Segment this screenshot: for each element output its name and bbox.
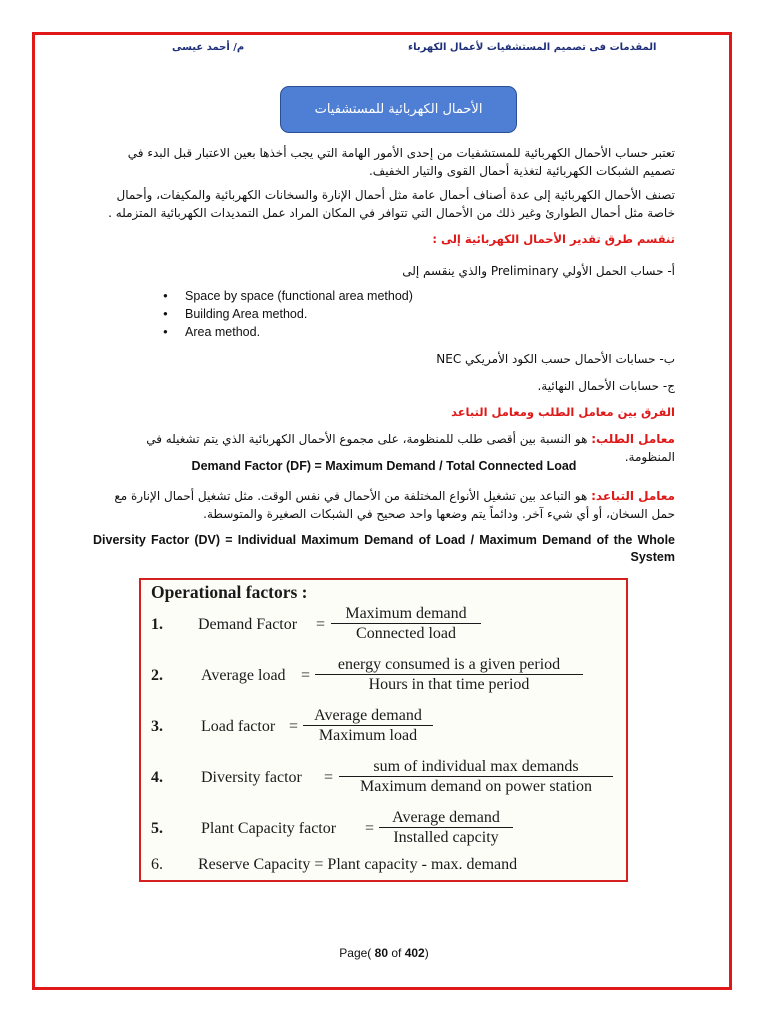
numerator: energy consumed is a given period <box>315 655 583 675</box>
fraction <box>331 604 481 643</box>
denominator: Installed capcity <box>393 829 499 846</box>
numerator: Average demand <box>379 808 513 828</box>
demand-factor-equation: Demand Factor (DF) = Maximum Demand / Total Connected Load <box>191 459 577 473</box>
factor-name: Reserve Capacity = Plant capacity - max. demand <box>198 856 518 873</box>
classification-paragraph: تصنف الأحمال الكهربائية إلى عدة أصناف أحمال عامة مثل أحمال الإنارة والسخانات الكهربائية والمكيفات، وأحمال خاصة مثل أحمال الطوارئ وغير ذلك من الأحمال التي تتوافر في المكان المراد عمل التمديدات الكهربائية المتزمله . <box>108 188 675 220</box>
factor-number: 4. <box>151 769 163 786</box>
method-c: ج- حسابات الأحمال النهائية. <box>537 379 675 393</box>
intro-paragraph: تعتبر حساب الأحمال الكهربائية للمستشفيات من إحدى الأمور الهامة التي يجب أخذها بعين الاعتبار قبل البدء في تصميم الشبكات الكهربائية لتغذية أحمال القوى والتيار الخفيف. <box>127 146 675 178</box>
diversity-factor-text: هو التباعد بين تشغيل الأنواع المختلفة من الأحمال في نفس الوقت. مثل تشغيل أحمال الإنارة مع حمل السخان، أو أي شيء آخر. ودائماً يتم وضعها واحد صحيح في الشبكات الصغيرة والمتوسطة. <box>114 489 675 521</box>
fraction <box>315 655 583 694</box>
factor-number: 2. <box>151 667 163 684</box>
diversity-factor-label: معامل التباعد: <box>591 489 675 503</box>
numerator: sum of individual max demands <box>339 757 613 777</box>
method-a-list <box>163 287 413 341</box>
factor-name: Plant Capacity factor <box>201 820 337 837</box>
factor-number: 6. <box>151 856 163 873</box>
demand-factor-label: معامل الطلب: <box>591 432 675 446</box>
section-title: الأحمال الكهربائية للمستشفيات <box>314 102 483 117</box>
figure-title: Operational factors : <box>151 582 308 602</box>
factor-number: 5. <box>151 820 163 837</box>
numerator: Maximum demand <box>331 604 481 624</box>
factor-row <box>141 808 626 848</box>
factor-number: 1. <box>151 616 163 633</box>
page-of: of <box>388 946 405 960</box>
methods-heading: تنقسم طرق تقدير الأحمال الكهربائية إلى : <box>432 232 675 246</box>
fraction <box>339 757 613 796</box>
factor-name: Average load <box>201 667 286 684</box>
method-a: أ- حساب الحمل الأولي Preliminary والذي ينقسم إلى <box>402 264 675 278</box>
difference-heading: الفرق بين معامل الطلب ومعامل التباعد <box>451 405 675 419</box>
equals-sign: = <box>365 820 375 837</box>
denominator: Maximum demand on power station <box>360 778 592 795</box>
factor-row <box>141 706 626 746</box>
fraction <box>379 808 513 847</box>
factor-name: Load factor <box>201 718 276 735</box>
method-b: ب- حسابات الأحمال حسب الكود الأمريكي NEC <box>436 352 675 366</box>
page-number <box>0 946 768 960</box>
current-page: 80 <box>371 946 388 960</box>
header-book-title: المقدمات فى تصميم المستشفيات لأعمال الكهرباء <box>408 42 657 53</box>
numerator: Average demand <box>303 706 433 726</box>
list-item: ● Space by space (functional area method) <box>163 287 413 305</box>
list-item: ● Area method. <box>163 323 413 341</box>
diversity-factor-equation: Diversity Factor (DV) = Individual Maximum Demand of Load / Maximum Demand of the Whole System <box>93 533 675 564</box>
factor-row <box>141 757 626 797</box>
denominator: Hours in that time period <box>368 676 530 693</box>
factor-number: 3. <box>151 718 163 735</box>
equals-sign: = <box>301 667 311 684</box>
diversity-factor-definition <box>93 487 675 523</box>
page-suffix: ) <box>424 946 429 960</box>
list-item: ● Building Area method. <box>163 305 413 323</box>
equals-sign: = <box>324 769 334 786</box>
demand-factor-text: هو النسبة بين أقصى طلب للمنظومة، على مجموع الأحمال الكهربائية الذي يتم تشغيله في المنظومة. <box>146 432 675 464</box>
denominator: Connected load <box>356 625 456 642</box>
fraction <box>303 706 433 745</box>
equals-sign: = <box>289 718 299 735</box>
factor-name: Diversity factor <box>201 769 302 786</box>
total-pages: 402 <box>404 946 425 960</box>
header-author: م/ أحمد عيسى <box>172 42 245 53</box>
denominator: Maximum load <box>318 727 418 744</box>
page-prefix: Page( <box>339 946 372 960</box>
factor-name: Demand Factor <box>198 616 298 633</box>
section-title-box <box>280 86 517 133</box>
factor-row <box>141 850 626 890</box>
factor-row <box>141 655 626 695</box>
factor-row <box>141 604 626 644</box>
operational-factors-figure <box>139 578 628 882</box>
equals-sign: = <box>316 616 326 633</box>
